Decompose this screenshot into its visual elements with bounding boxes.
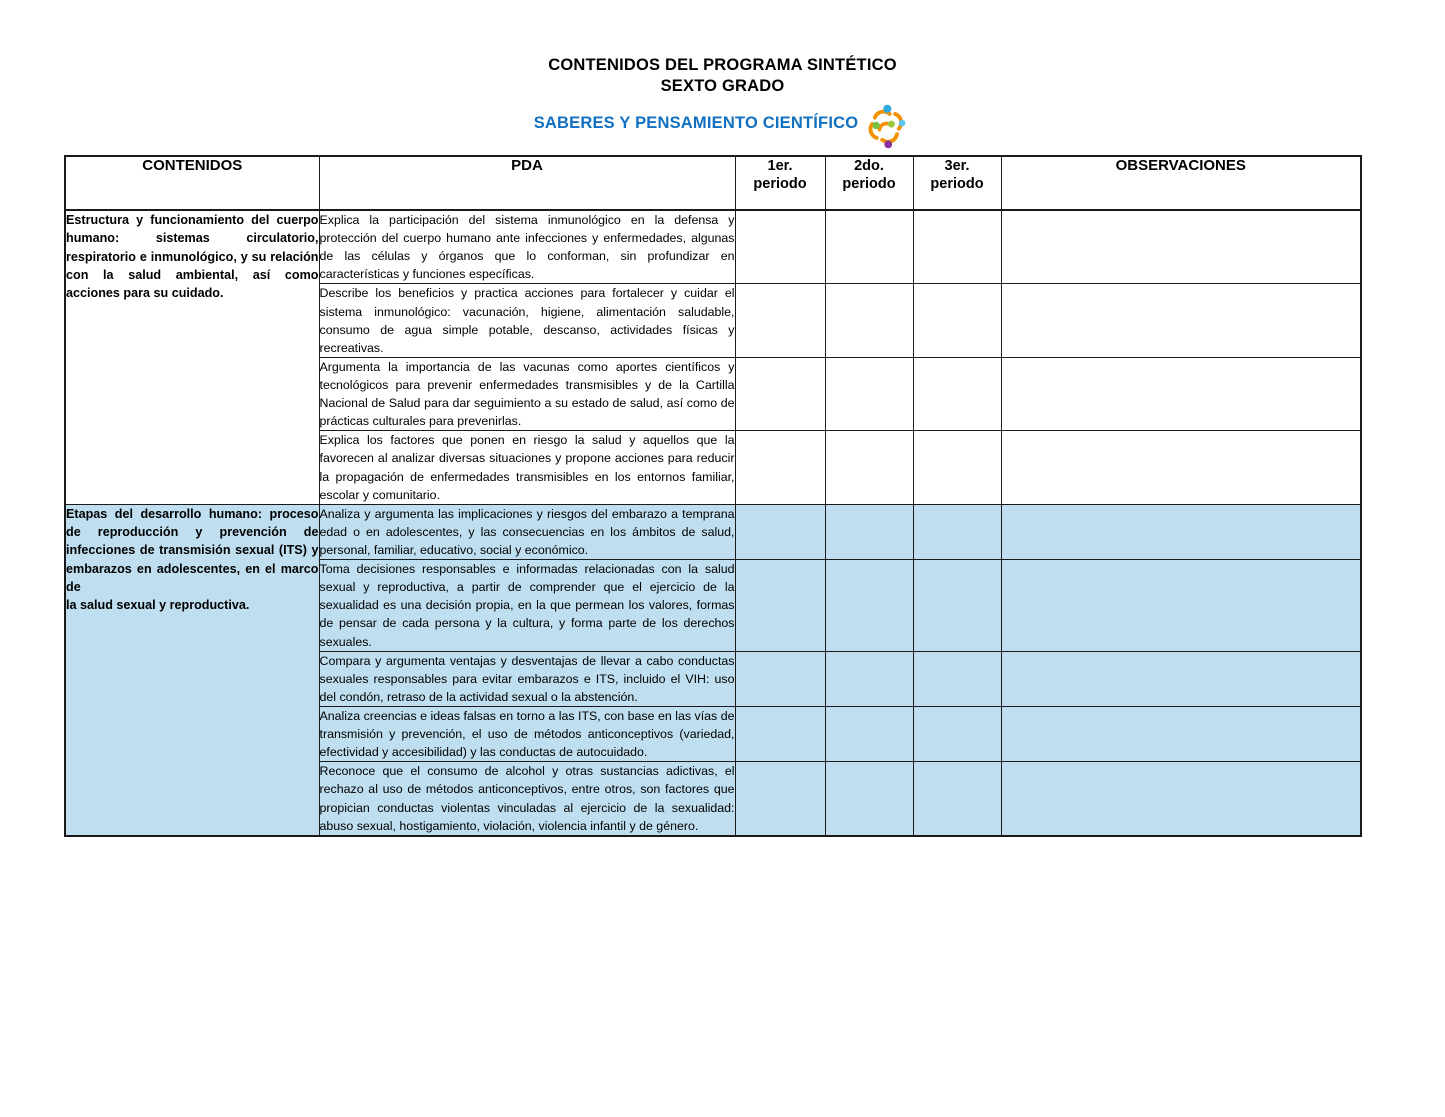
col-header-periodo-2-bottom: periodo bbox=[842, 176, 896, 193]
col-header-periodo-3-top: 3er. bbox=[944, 158, 970, 174]
col-header-periodo-1-top: 1er. bbox=[767, 158, 793, 174]
col-header-contenidos: CONTENIDOS bbox=[65, 156, 319, 210]
header-title-line1: CONTENIDOS DEL PROGRAMA SINTÉTICO bbox=[548, 56, 897, 74]
periodo-2-cell[interactable] bbox=[825, 357, 913, 430]
periodo-3-cell[interactable] bbox=[913, 762, 1001, 836]
periodo-1-cell[interactable] bbox=[735, 431, 825, 504]
header-title-line2: SEXTO GRADO bbox=[660, 77, 785, 96]
periodo-3-cell[interactable] bbox=[913, 560, 1001, 652]
pda-cell: Explica los factores que ponen en riesgo la salud y aquellos que la favorecen al analizar diversas situaciones y propone acciones para reducir la propagación de enfermedades transmisibles en los entornos familiar, escolar y comunitario. bbox=[319, 431, 735, 504]
periodo-2-cell[interactable] bbox=[825, 431, 913, 504]
pda-cell: Analiza y argumenta las implicaciones y riesgos del embarazo a temprana edad o en adolescentes, y las consecuencias en los ámbitos de salud, personal, familiar, educativo, social y económico. bbox=[319, 504, 735, 559]
observaciones-cell[interactable] bbox=[1001, 706, 1361, 761]
periodo-3-cell[interactable] bbox=[913, 431, 1001, 504]
periodo-2-cell[interactable] bbox=[825, 706, 913, 761]
observaciones-cell[interactable] bbox=[1001, 651, 1361, 706]
contenido-cell-group-1 bbox=[65, 210, 319, 504]
observaciones-cell[interactable] bbox=[1001, 560, 1361, 652]
periodo-2-cell[interactable] bbox=[825, 504, 913, 559]
periodo-1-cell[interactable] bbox=[735, 762, 825, 836]
periodo-3-cell[interactable] bbox=[913, 651, 1001, 706]
periodo-1-cell[interactable] bbox=[735, 560, 825, 652]
col-header-periodo-3-bottom: periodo bbox=[930, 176, 984, 193]
periodo-2-cell[interactable] bbox=[825, 651, 913, 706]
table-row bbox=[65, 210, 1361, 284]
periodo-1-cell[interactable] bbox=[735, 651, 825, 706]
periodo-1-cell[interactable] bbox=[735, 357, 825, 430]
periodo-1-cell[interactable] bbox=[735, 284, 825, 357]
periodo-1-cell[interactable] bbox=[735, 210, 825, 284]
header-title-line3: SABERES Y PENSAMIENTO CIENTÍFICO bbox=[533, 113, 859, 132]
observaciones-cell[interactable] bbox=[1001, 210, 1361, 284]
col-header-periodo-2-top: 2do. bbox=[854, 158, 884, 174]
observaciones-cell[interactable] bbox=[1001, 504, 1361, 559]
observaciones-cell[interactable] bbox=[1001, 762, 1361, 836]
periodo-3-cell[interactable] bbox=[913, 284, 1001, 357]
contenido-text-last-line: acciones para su cuidado. bbox=[66, 286, 224, 300]
people-circle-logo-icon bbox=[859, 101, 911, 149]
table-body bbox=[65, 210, 1361, 836]
periodo-2-cell[interactable] bbox=[825, 284, 913, 357]
pda-cell: Analiza creencias e ideas falsas en torno a las ITS, con base en las vías de transmisión y prevención, el uso de métodos anticonceptivos (variedad, efectividad y accesibilidad) y las conductas de autocuidado. bbox=[319, 706, 735, 761]
document-header bbox=[0, 0, 1445, 149]
contenido-text: Etapas del desarrollo humano: proceso de reproducción y prevención de infecciones de transmisión sexual (ITS) y embarazos en adolescentes, en el marco de bbox=[66, 506, 319, 594]
pda-cell: Explica la participación del sistema inmunológico en la defensa y protección del cuerpo humano ante infecciones y enfermedades, algunas de las células y órganos que lo conforman, sin profundizar en características y funciones específicas. bbox=[319, 210, 735, 284]
periodo-3-cell[interactable] bbox=[913, 504, 1001, 559]
col-header-periodo-1-bottom: periodo bbox=[753, 176, 807, 193]
contenido-cell-group-2 bbox=[65, 504, 319, 835]
periodo-3-cell[interactable] bbox=[913, 210, 1001, 284]
periodo-1-cell[interactable] bbox=[735, 504, 825, 559]
periodo-1-cell[interactable] bbox=[735, 706, 825, 761]
pda-cell: Compara y argumenta ventajas y desventajas de llevar a cabo conductas sexuales responsables para evitar embarazos e ITS, incluido el VIH: uso del condón, retraso de la actividad sexual o la abstención. bbox=[319, 651, 735, 706]
pda-cell: Argumenta la importancia de las vacunas como aportes científicos y tecnológicos para prevenir enfermedades transmisibles y de la Cartilla Nacional de Salud para dar seguimiento a su estado de salud, así como de prácticas culturales para prevenirlas. bbox=[319, 357, 735, 430]
col-header-observaciones: OBSERVACIONES bbox=[1001, 156, 1361, 210]
contents-table-container bbox=[64, 155, 1360, 837]
col-header-pda: PDA bbox=[319, 156, 735, 210]
pda-cell: Describe los beneficios y practica acciones para fortalecer y cuidar el sistema inmunológico: vacunación, higiene, alimentación saludable, consumo de agua simple potable, descanso, actividades físicas y recreativas. bbox=[319, 284, 735, 357]
pda-cell: Reconoce que el consumo de alcohol y otras sustancias adictivas, el rechazo al uso de métodos anticonceptivos, entre otros, son factores que propician conductas violentas vinculadas al ejercicio de la sexualidad: abuso sexual, hostigamiento, violación, violencia infantil y de género. bbox=[319, 762, 735, 836]
periodo-2-cell[interactable] bbox=[825, 560, 913, 652]
col-header-periodo-1 bbox=[735, 156, 825, 210]
col-header-periodo-3 bbox=[913, 156, 1001, 210]
periodo-3-cell[interactable] bbox=[913, 357, 1001, 430]
periodo-2-cell[interactable] bbox=[825, 762, 913, 836]
observaciones-cell[interactable] bbox=[1001, 284, 1361, 357]
header-subject-row bbox=[534, 97, 912, 149]
observaciones-cell[interactable] bbox=[1001, 357, 1361, 430]
table-header-row bbox=[65, 156, 1361, 210]
pda-cell: Toma decisiones responsables e informadas relacionadas con la salud sexual y reproductiva, a partir de comprender que el ejercicio de la sexualidad es una decisión propia, en la que permean los valores, formas de pensar de cada persona y la cultura, y forma parte de los derechos sexuales. bbox=[319, 560, 735, 652]
contenido-text-last-line: la salud sexual y reproductiva. bbox=[66, 598, 250, 612]
col-header-periodo-2 bbox=[825, 156, 913, 210]
contenido-text: Estructura y funcionamiento del cuerpo humano: sistemas circulatorio, respiratorio e inmunológico, y su relación con la salud ambiental, así como bbox=[66, 213, 319, 282]
periodo-2-cell[interactable] bbox=[825, 210, 913, 284]
observaciones-cell[interactable] bbox=[1001, 431, 1361, 504]
periodo-3-cell[interactable] bbox=[913, 706, 1001, 761]
contents-table bbox=[64, 155, 1362, 837]
table-row bbox=[65, 504, 1361, 559]
